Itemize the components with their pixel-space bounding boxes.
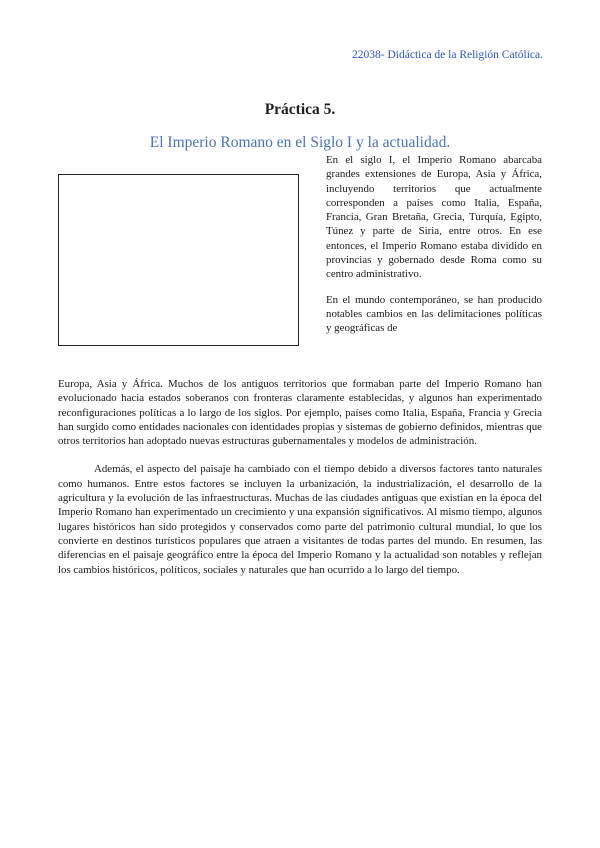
side-text-column [326,153,542,347]
body-paragraph-1: Europa, Asia y África. Muchos de los antiguos territorios que formaban parte del Imperio Romano han evolucionado hacia estados soberanos con fronteras claramente establecidas, y algunos han experimentado reconfiguraciones políticas a lo largo de los siglos. Por ejemplo, países como Italia, España, Francia y Grecia han surgido como entidades nacionales con identidades propias y sistemas de gobierno definidos, mientras que otros territorios han adoptado nuevas estructuras gubernamentales y modelos de administración. [58,378,542,448]
practice-title: Práctica 5. [264,101,336,118]
body-text [58,377,542,591]
section-subtitle: El Imperio Romano en el Siglo I y la actualidad. [149,134,451,151]
side-paragraph-2: En el mundo contemporáneo, se han producido notables cambios en las delimitaciones políticas y geográficas de [326,293,542,335]
course-header: 22038- Didáctica de la Religión Católica. [352,49,543,61]
side-paragraph-1: En el siglo I, el Imperio Romano abarcaba grandes extensiones de Europa, Asia y África, incluyendo territorios que actualmente corresponden a países como Italia, España, Francia, Gran Bretaña, Grecia, Turquía, Egipto, Túnez y parte de Siria, entre otros. En ese entonces, el Imperio Romano estaba dividido en provincias y gobernado desde Roma como su centro administrativo. [326,154,542,281]
body-paragraph-2: Además, el aspecto del paisaje ha cambiado con el tiempo debido a diversos factores tanto naturales como humanos. Entre estos factores se incluyen la urbanización, la industrialización, el desarrollo de la agricultura y la evolución de las infraestructuras. Muchas de las ciudades antiguas que existían en la época del Imperio Romano han experimentado un crecimiento y una expansión significativos. Al mismo tiempo, algunos lugares históricos han sido protegidos y conservados como parte del patrimonio cultural mundial, lo que los convierte en destinos turísticos populares que atraen a visitantes de todas partes del mundo. En resumen, las diferencias en el paisaje geográfico entre la época del Imperio Romano y la actualidad son notables y reflejan los cambios históricos, políticos, sociales y naturales que han ocurrido a lo largo del tiempo. [58,463,542,576]
image-placeholder-frame [58,174,299,346]
